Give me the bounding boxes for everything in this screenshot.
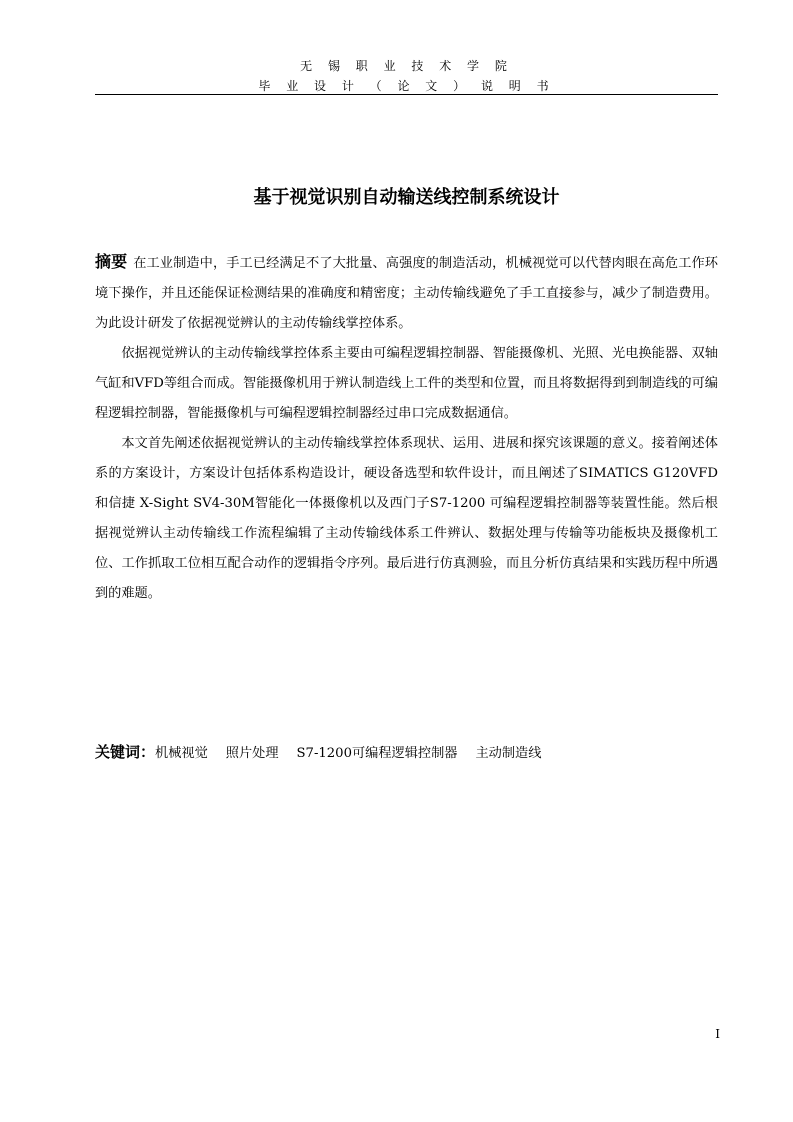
page-number: I — [715, 1027, 720, 1041]
keyword-item: 主动制造线 — [475, 746, 542, 761]
header-school-name: 无 锡 职 业 技 术 学 院 — [300, 59, 513, 73]
abstract-paragraph-3: 本文首先阐述依据视觉辨认的主动传输线掌控体系现状、运用、进展和探究该课题的意义。接着阐述体系的方案设计，方案设计包括体系构造设计，硬设备选型和软件设计，而且阐述了SIMATICS G120VFD和信捷 X-Sight SV4-30M智能化一体摄像机以及西门子S7-1200 可编程逻辑控制器等装置性能。然后根据视觉辨认主动传输线工作流程编辑了主动传输线体系工件辨认、数据处理与传输等功能板块及摄像机工位、工作抓取工位相互配合动作的逻辑指令序列。最后进行仿真测验，而且分析仿真结果和实践历程中所遇到的难题。 — [95, 436, 718, 601]
abstract-paragraph-2: 依据视觉辨认的主动传输线掌控体系主要由可编程逻辑控制器、智能摄像机、光照、光电换能器、双轴气缸和VFD等组合而成。智能摄像机用于辨认制造线上工件的类型和位置，而且将数据得到到制造线的可编程逻辑控制器，智能摄像机与可编程逻辑控制器经过串口完成数据通信。 — [95, 346, 718, 421]
keyword-item: S7-1200可编程逻辑控制器 — [296, 746, 458, 761]
abstract-label: 摘要 — [95, 252, 128, 271]
keywords-line — [95, 738, 718, 768]
keyword-item: 机械视觉 — [155, 746, 208, 761]
abstract-section — [95, 247, 718, 609]
header-divider — [95, 94, 718, 95]
header-document-type: 毕 业 设 计 （ 论 文 ） 说 明 书 — [258, 79, 555, 93]
page-header — [95, 56, 718, 96]
keyword-item: 照片处理 — [225, 746, 279, 761]
abstract-paragraph-1-text: 在工业制造中，手工已经满足不了大批量、高强度的制造活动，机械视觉可以代替肉眼在高危工作环境下操作，并且还能保证检测结果的准确度和精密度；主动传输线避免了手工直接参与，减少了制造费用。为此设计研发了依据视觉辨认的主动传输线掌控体系。 — [95, 256, 718, 331]
keywords-label: 关键词： — [95, 743, 156, 761]
thesis-title: 基于视觉识别自动输送线控制系统设计 — [253, 187, 560, 208]
abstract-paragraph-1 — [95, 247, 718, 339]
